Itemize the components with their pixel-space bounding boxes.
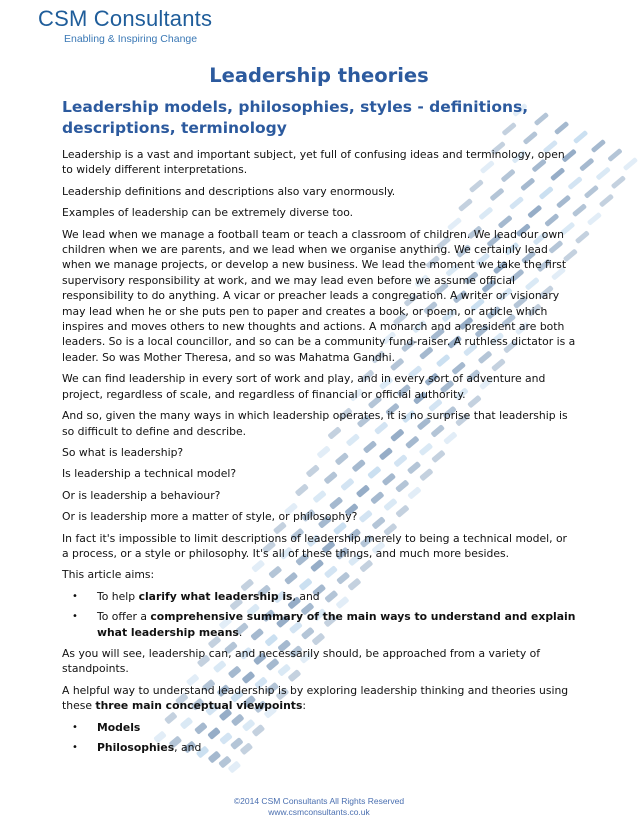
paragraph: As you will see, leadership can, and necessarily should, be approached from a variety of standpoints. bbox=[62, 646, 541, 676]
watermark-tile bbox=[579, 158, 594, 172]
paragraph: This article aims: bbox=[62, 568, 155, 582]
watermark-tile bbox=[584, 185, 599, 199]
watermark-tile bbox=[575, 230, 590, 244]
bullet-icon: • bbox=[72, 742, 78, 753]
list-item: • To help clarify what leadership is, and bbox=[72, 589, 320, 603]
viewpoints-list bbox=[62, 720, 576, 756]
watermark-tile bbox=[599, 194, 614, 208]
list-item: • Models bbox=[72, 720, 141, 734]
watermark-tile bbox=[607, 148, 622, 162]
question-paragraph: Or is leadership a behaviour? bbox=[62, 488, 221, 502]
brand-name: CSM Consultants bbox=[38, 6, 213, 31]
list-item: • Philosophies, and bbox=[72, 741, 202, 754]
bullet-icon: • bbox=[72, 611, 78, 623]
page-title: Leadership theories bbox=[209, 64, 429, 87]
aims-list bbox=[62, 589, 576, 640]
bullet-icon: • bbox=[72, 590, 78, 602]
watermark-tile bbox=[595, 166, 610, 180]
paragraph: And so, given the many ways in which leadership operates, it is no surprise that leadership is so difficult to define and describe. bbox=[62, 409, 568, 438]
footer-copyright: ©2014 CSM Consultants All Rights Reserved bbox=[233, 796, 405, 806]
paragraph: Leadership definitions and descriptions also vary enormously. bbox=[62, 184, 396, 198]
footer-website: www.csmconsultants.co.uk bbox=[268, 807, 370, 817]
paragraph: We lead when we manage a football team or teach a classroom of children. We lead our own children when we are parents, and we lead when we organise anything. We certainly lead when we manage projects, or develop a new business. We lead the moment we take the first supervisory responsibility at work, and we may lead even before we assume official responsibility to do anything. A vicar or preacher leads a congregation. A writer or visionary may lead when he or she puts pen to paper and creates a book, or poem, or article which inspires and moves others to new thoughts and actions. A monarch and a president are both leaders. So is a local councillor, and so can be a community fund-raiser. A ruthless dictator is a leader. So was Mother Theresa, and so was Mahatma Gandhi. bbox=[62, 227, 576, 364]
watermark-tile bbox=[591, 139, 606, 153]
question-paragraph: So what is leadership? bbox=[62, 445, 184, 459]
watermark-tile bbox=[587, 212, 602, 226]
paragraph: A helpful way to understand leadership is by exploring leadership thinking and theories using these three main conceptual viewpoints: bbox=[62, 683, 569, 713]
question-paragraph: Or is leadership more a matter of style, or philosophy? bbox=[62, 510, 358, 524]
watermark-tile bbox=[611, 175, 626, 189]
brand-header bbox=[38, 6, 212, 45]
brand-tagline: Enabling & Inspiring Change bbox=[64, 33, 198, 45]
question-paragraph: Is leadership a technical model? bbox=[62, 467, 237, 481]
bullet-icon: • bbox=[72, 721, 78, 733]
paragraph: In fact it's impossible to limit descriptions of leadership merely to being a technical model, or a process, or a style or philosophy. It's all of these things, and much more besides. bbox=[62, 531, 567, 560]
page-footer bbox=[0, 796, 638, 818]
watermark-tile bbox=[623, 157, 638, 171]
list-item: • To offer a comprehensive summary of the main ways to understand and explain what leadership means. bbox=[72, 610, 576, 639]
page-subtitle: Leadership models, philosophies, styles - definitions, descriptions, terminology bbox=[62, 98, 529, 137]
paragraph: We can find leadership in every sort of work and play, and in every sort of adventure and project, regardless of scale, and regardless of financial or official authority. bbox=[62, 372, 546, 401]
paragraph: Examples of leadership can be extremely diverse too. bbox=[62, 206, 354, 220]
paragraph: Leadership is a vast and important subject, yet full of confusing ideas and terminology, open to widely different interpretations. bbox=[62, 148, 565, 177]
document-body bbox=[62, 64, 576, 761]
